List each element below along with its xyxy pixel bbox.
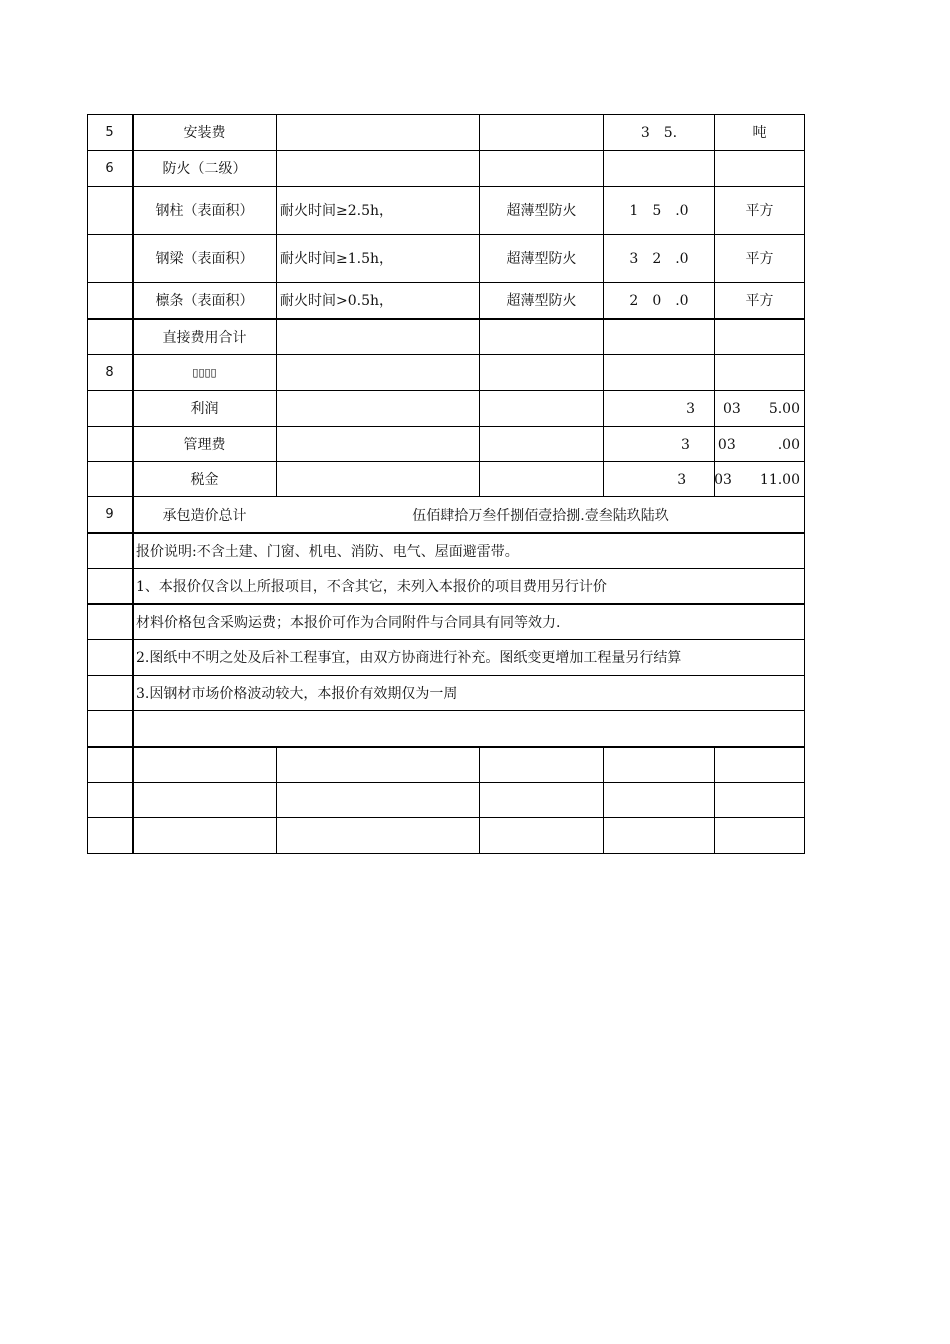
item-name: 管理费 (183, 436, 226, 453)
item-spec (277, 461, 479, 496)
row-number (87, 426, 132, 461)
item-quantity: 3 2 .0 (629, 251, 689, 267)
item-name: 钢柱（表面积） (155, 203, 254, 219)
item-material (480, 390, 603, 426)
item-spec: 耐火时间≥1.5h， (280, 251, 394, 267)
item-quantity (604, 354, 714, 390)
total-row-number: 9 (105, 507, 114, 522)
item-spec (277, 150, 479, 186)
item-name: ▯▯▯▯ (192, 365, 217, 379)
quote-note: 3.因钢材市场价格波动较大，本报价有效期仅为一周 (136, 685, 458, 702)
item-quantity (604, 319, 714, 354)
quotation-table (87, 114, 805, 854)
item-unit (715, 354, 804, 390)
item-unit (715, 150, 804, 186)
item-material (480, 319, 603, 354)
row-number: 5 (105, 124, 114, 140)
item-spec (277, 354, 479, 390)
item-spec (277, 319, 479, 354)
quote-note: 2.图纸中不明之处及后补工程事宜，由双方协商进行补充。图纸变更增加工程量另行结算 (136, 650, 682, 666)
item-unit: 吨 (752, 125, 767, 141)
item-material (480, 114, 603, 150)
total-amount-in-words: 伍佰肆拾万叁仟捌佰壹拾捌.壹叁陆玖陆玖 (412, 507, 669, 524)
item-amount: 3 03 .00 (681, 436, 800, 453)
item-material (480, 426, 603, 461)
row-number: 8 (105, 364, 114, 380)
row-number (87, 282, 132, 318)
row-number (87, 390, 132, 426)
item-quantity (604, 150, 714, 186)
total-label: 承包造价总计 (162, 507, 247, 524)
item-name: 直接费用合计 (162, 329, 247, 346)
item-spec (277, 426, 479, 461)
item-material (480, 354, 603, 390)
item-amount: 3 03 11.00 (677, 471, 800, 488)
item-unit: 平方 (745, 251, 774, 267)
quote-note: 报价说明:不含土建、门窗、机电、消防、电气、屋面避雷带。 (136, 543, 519, 560)
quote-note: 1、本报价仅含以上所报项目，不含其它，未列入本报价的项目费用另行计价 (136, 578, 607, 595)
item-spec: 耐火时间>0.5h， (280, 293, 394, 309)
item-spec (277, 390, 479, 426)
quote-note: 材料价格包含采购运费；本报价可作为合同附件与合同具有同等效力. (136, 614, 561, 631)
item-quantity: 2 0 .0 (629, 293, 689, 309)
item-material: 超薄型防火 (506, 251, 577, 267)
item-unit (715, 319, 804, 354)
item-material (480, 461, 603, 496)
item-unit: 平方 (745, 293, 774, 309)
item-quantity: 1 5 .0 (629, 203, 689, 219)
item-name: 檩条（表面积） (155, 293, 254, 309)
item-name: 安装费 (183, 125, 226, 141)
item-material (480, 150, 603, 186)
item-name: 利润 (190, 401, 219, 417)
row-number (87, 234, 132, 282)
row-number (87, 319, 132, 354)
item-quantity: 3 5. (640, 125, 678, 141)
row-number: 6 (105, 160, 114, 176)
item-unit: 平方 (745, 203, 774, 219)
item-spec (277, 114, 479, 150)
item-spec: 耐火时间≥2.5h， (280, 203, 394, 219)
item-name: 税金 (190, 471, 219, 488)
row-number (87, 186, 132, 234)
item-material: 超薄型防火 (506, 203, 577, 219)
row-number (87, 461, 132, 496)
item-name: 防火（二级） (162, 161, 247, 177)
item-amount: 3 03 5.00 (686, 401, 800, 417)
item-material: 超薄型防火 (506, 293, 577, 309)
item-name: 钢梁（表面积） (155, 251, 254, 267)
